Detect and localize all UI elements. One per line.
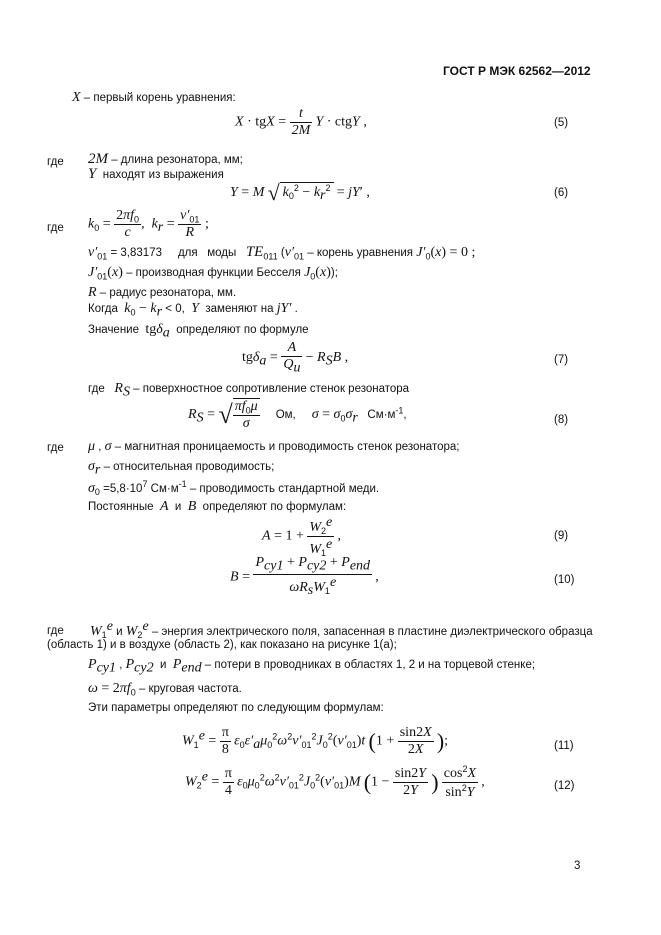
equation-number: (11) bbox=[554, 740, 574, 752]
text-line-regions: (область 1) и в воздухе (область 2), как показано на рисунке 1(а); bbox=[47, 639, 397, 651]
equation-12: $W_2^e$ = $\frac{\pi}{4}$ $\varepsilon_0\mu_0^2\omega^2\nu'_{01}^2J_0^2(\nu'_{01})M$ (1 − $\frac{\sin 2Y}{2Y}$ ) $\frac{\cos^2X}{\sin^2Y}$ , bbox=[185, 764, 485, 800]
text-line-mu: μ , σ – магнитная проницаемость и проводимость стенок резонатора; bbox=[88, 439, 460, 454]
equation-6: Y = M √ $k_0^2 - k_r^2 = jY'$ , bbox=[230, 180, 370, 205]
equation-11: $W_1^e$ = $\frac{\pi}{8}$ $\varepsilon_0\varepsilon'_a\mu_0^2\omega^2\nu'_{01}^2J_0^2(\nu'_{01})t$ (1 + $\frac{\sin 2X}{2X}$ ); bbox=[182, 725, 449, 757]
equation-9: A = 1 + $\frac{W_2^e}{W_1^e}$ , bbox=[262, 515, 341, 559]
page-number: 3 bbox=[574, 860, 581, 872]
equation-number: (5) bbox=[554, 117, 569, 129]
text-line-losses: $P_{cy1}$ , $P_{cy2}$ и $P_{end}$ – потери в проводниках в областях 1, 2 и на торцевой стенке; bbox=[88, 657, 536, 676]
text-line-bessel: $J'_{01}(x)$ – производная функции Бесселя $J_0(x)$); bbox=[88, 265, 338, 282]
text-line-root: X – первый корень уравнения: bbox=[72, 90, 236, 105]
equation-number: (7) bbox=[554, 354, 569, 366]
text-line-nu: $\nu'_{01} = 3,83173$ для моды $TE_{011}$ ($\nu'_{01}$ – корень уравнения $J'_0(x) = 0$ ; bbox=[88, 244, 476, 262]
text-line-constants: Постоянные A и B определяют по формулам: bbox=[88, 499, 347, 514]
equation-8: $R_S$ = √ $\frac{\pi f_0\mu}{\sigma}$ Ом, $\sigma = \sigma_0\sigma_r$ $См\cdot м^{-1}$, bbox=[188, 399, 407, 432]
text-line-rs: где $R_S$ – поверхностное сопротивление стенок резонатора bbox=[88, 381, 410, 400]
equation-number: (9) bbox=[554, 530, 569, 542]
equation-10: B = $\frac{P_{cy1} + P_{cy2} + P_{end}}{\omega R_sW_1^e}$ , bbox=[230, 555, 379, 599]
text-line-when: Когда $k_0 - k_r < 0$, Y заменяют на jY′ . bbox=[88, 301, 298, 320]
text-line-sigma-r: $\sigma_r$ – относительная проводимость; bbox=[88, 459, 275, 478]
text-line-radius: R – радиус резонатора, мм. bbox=[88, 285, 237, 300]
equation-7: tgδ$_a$ = $\frac{A}{Q_u}$ − $R_SB$ , bbox=[242, 340, 349, 376]
wavenumber-defs: $k_0$ = $\frac{2\pi f_0}{c}$ , $k_r$ = $\frac{\nu'_{01}}{R}$ ; bbox=[88, 208, 209, 241]
text-line-params: Эти параметры определяют по следующим формулам: bbox=[88, 702, 384, 714]
equation-number: (12) bbox=[554, 780, 575, 792]
standard-header: ГОСТ Р МЭК 62562—2012 bbox=[443, 64, 591, 78]
equation-number: (8) bbox=[554, 414, 569, 426]
text-line-energy: $W_1^e$ и $W_2^e$ – энергия электрического поля, запасенная в пластине диэлектрического образца bbox=[90, 619, 593, 641]
text-line-omega: $\omega = 2\pi f_0$ – круговая частота. bbox=[88, 681, 242, 698]
text-line-length: 2M – длина резонатора, мм; bbox=[88, 151, 243, 167]
where-label: где bbox=[47, 156, 64, 168]
where-label: где bbox=[47, 222, 64, 234]
where-label: где bbox=[47, 442, 64, 454]
equation-number: (10) bbox=[554, 574, 575, 586]
text-line-y: Y находят из выражения bbox=[88, 166, 224, 182]
where-label: где bbox=[47, 625, 64, 637]
equation-number: (6) bbox=[554, 187, 569, 199]
equation-5: X · tgX = $\frac{t}{2M}$ Y · ctgY , bbox=[235, 106, 367, 138]
text-line-value: Значение tgδ$_a$ определяют по формуле bbox=[88, 322, 309, 341]
text-line-sigma-0: $\sigma_0 =5,8\cdot 10^7$ $См\cdot м^{-1}$ – проводимость стандартной меди. bbox=[88, 479, 380, 498]
